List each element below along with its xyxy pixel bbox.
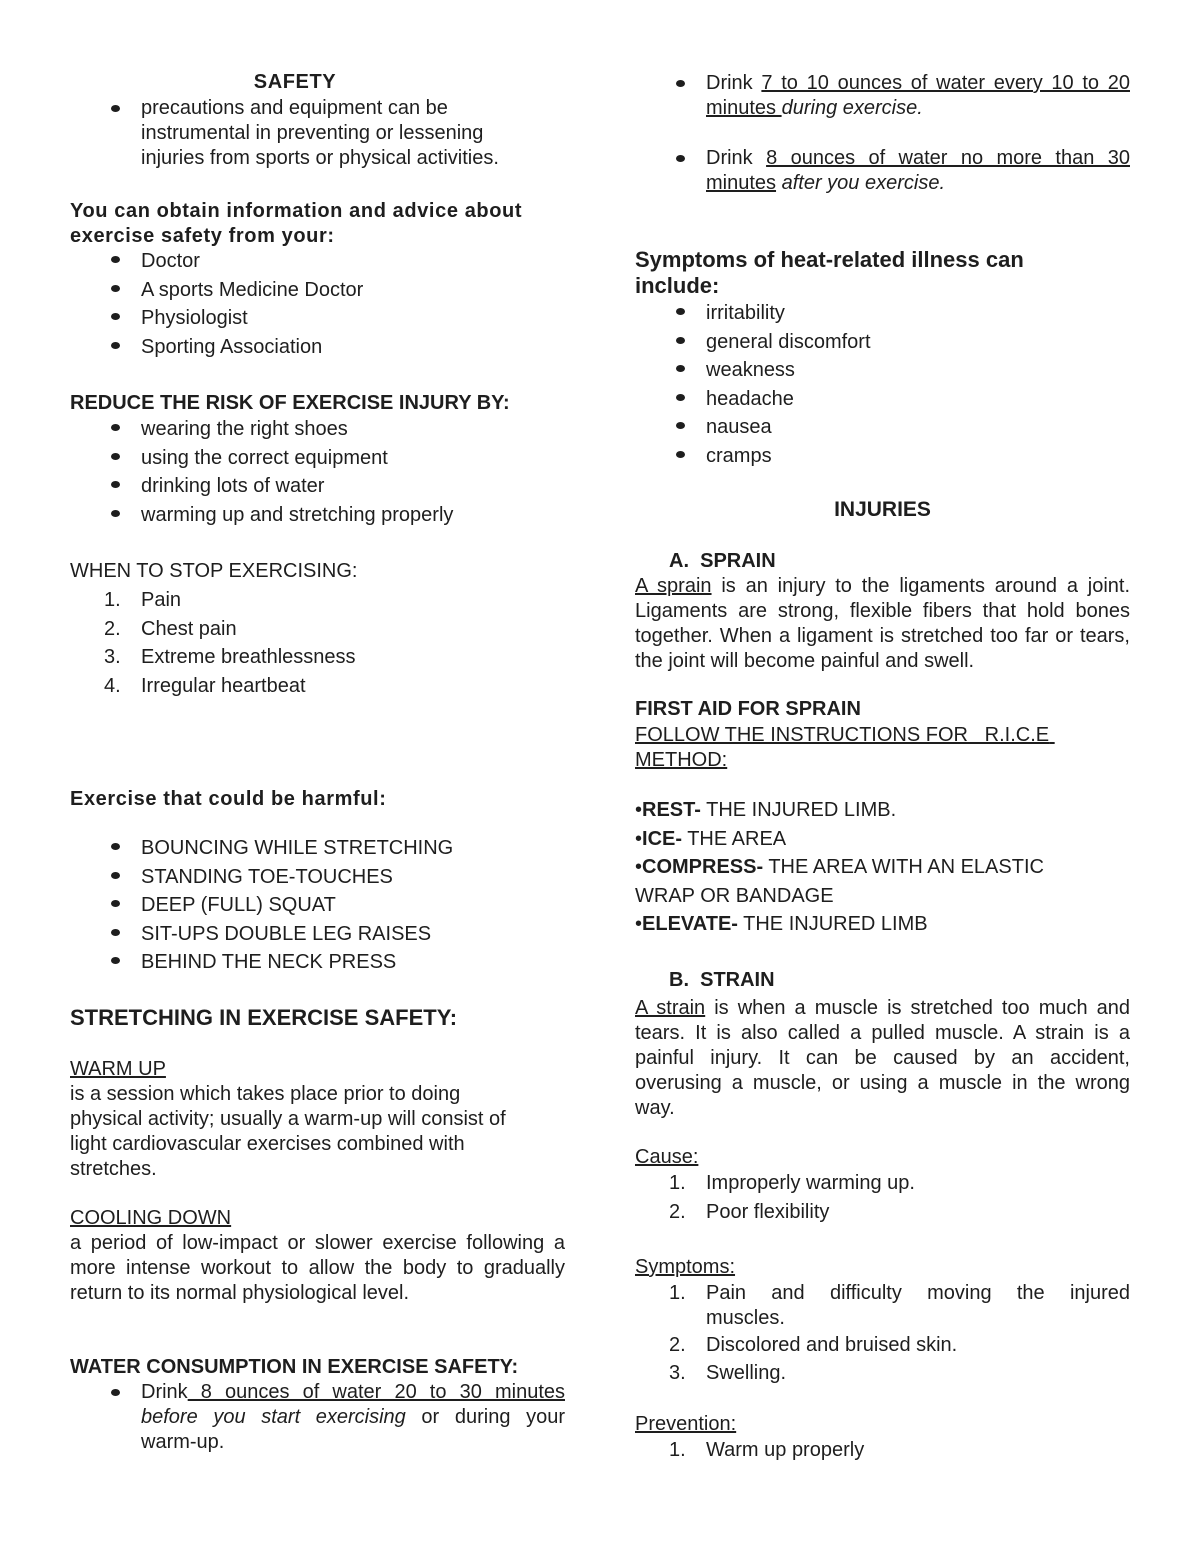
list-item: 2. Chest pain	[104, 617, 237, 640]
list-item: 1. Pain and difficulty moving the injured muscles.	[669, 1282, 1130, 1329]
water-item-during: Drink 7 to 10 ounces of water every 10 to 20 minutes during exercise.	[635, 71, 1130, 121]
stop-heading: WHEN TO STOP EXERCISING:	[70, 560, 358, 582]
water-list-left	[70, 1380, 565, 1455]
cause-title: Cause:	[635, 1146, 699, 1168]
strain-heading: B. STRAIN	[669, 969, 775, 991]
list-item: using the correct equipment	[70, 444, 565, 473]
list-item: 2. Discolored and bruised skin.	[669, 1334, 958, 1356]
list-item: 3. Extreme breathlessness	[104, 646, 356, 668]
sprain-term: A sprain	[635, 575, 712, 597]
harmful-list	[70, 834, 565, 977]
advice-heading: You can obtain information and advice about exercise safety from your:	[70, 200, 523, 247]
water-heading: WATER CONSUMPTION IN EXERCISE SAFETY:	[70, 1356, 519, 1378]
list-item: Sporting Association	[70, 333, 565, 362]
list-item: weakness	[635, 356, 1130, 385]
stop-list	[70, 586, 565, 700]
cause-list	[635, 1169, 1130, 1226]
rice-item: •COMPRESS- THE AREA WITH AN ELASTIC WRAP OR BANDAGE	[635, 856, 1044, 907]
list-item: BEHIND THE NECK PRESS	[70, 948, 565, 977]
safety-list	[70, 96, 565, 171]
warmup-title: WARM UP	[70, 1058, 166, 1080]
water-item-before: Drink 8 ounces of water 20 to 30 minutes before you start exercising or during your warm-up.	[70, 1380, 565, 1455]
strain-desc: A strain is when a muscle is stretched too much and tears. It is also called a pulled muscle. A strain is a painful injury. It can be caused by an accident, overusing a muscle, or using a muscle in the wrong way.	[635, 997, 1131, 1119]
list-item: 1. Improperly warming up.	[669, 1172, 915, 1194]
list-item: SIT-UPS DOUBLE LEG RAISES	[70, 920, 565, 949]
list-item: DEEP (FULL) SQUAT	[70, 891, 565, 920]
safety-desc: precautions and equipment can be instrumental in preventing or lessening injuries from sports or physical activities.	[70, 96, 565, 171]
cooling-desc: a period of low-impact or slower exercise following a more intense workout to allow the body to gradually return to its normal physiological level.	[70, 1232, 565, 1304]
list-item: BOUNCING WHILE STRETCHING	[70, 834, 565, 863]
list-item: 2. Poor flexibility	[669, 1200, 830, 1223]
list-item: irritability	[635, 299, 1130, 328]
list-item: 3. Swelling.	[669, 1362, 787, 1384]
safety-title: SAFETY	[253, 71, 337, 93]
list-item: general discomfort	[635, 328, 1130, 357]
harmful-heading: Exercise that could be harmful:	[70, 788, 387, 810]
prevention-list	[635, 1436, 1130, 1465]
list-item: nausea	[635, 413, 1130, 442]
sprain-heading: A. SPRAIN	[669, 550, 776, 572]
symptoms-title: Symptoms:	[635, 1256, 736, 1278]
list-item: Doctor	[70, 247, 565, 276]
water-list-right	[635, 71, 1130, 121]
heat-heading: Symptoms of heat-related illness can include:	[635, 247, 1024, 298]
warmup-desc: is a session which takes place prior to doing physical activity; usually a warm-up will consist of light cardiovascular exercises combined with stretches.	[70, 1083, 506, 1180]
symptoms-list	[635, 1281, 1130, 1387]
list-item: 1. Warm up properly	[669, 1439, 865, 1461]
sprain-desc: A sprain is an injury to the ligaments around a joint. Ligaments are strong, flexible fibers that hold bones together. When a ligament is stretched too far or tears, the joint will become painful and swell.	[635, 575, 1131, 672]
strain-term: A strain	[635, 997, 706, 1019]
advice-list	[70, 247, 565, 361]
rice-list	[635, 796, 1130, 939]
heat-list	[635, 299, 1130, 470]
rice-item: •ELEVATE- THE INJURED LIMB	[635, 913, 928, 935]
prevention-title: Prevention:	[635, 1413, 737, 1435]
cooling-title: COOLING DOWN	[70, 1207, 232, 1229]
reduce-list	[70, 415, 565, 529]
list-item: A sports Medicine Doctor	[70, 276, 565, 305]
reduce-heading: REDUCE THE RISK OF EXERCISE INJURY BY:	[70, 392, 510, 414]
injuries-title: INJURIES	[834, 498, 931, 521]
list-item: Physiologist	[70, 304, 565, 333]
firstaid-heading: FIRST AID FOR SPRAIN	[635, 698, 861, 720]
list-item: wearing the right shoes	[70, 415, 565, 444]
firstaid-sub: FOLLOW THE INSTRUCTIONS FOR R.I.C.E METHOD:	[635, 724, 1055, 771]
list-item: 1. Pain	[104, 589, 182, 611]
rice-item: •REST- THE INJURED LIMB.	[635, 799, 897, 821]
stretching-heading: STRETCHING IN EXERCISE SAFETY:	[70, 1005, 458, 1030]
list-item: 4. Irregular heartbeat	[104, 674, 306, 697]
list-item: warming up and stretching properly	[70, 501, 565, 530]
list-item: headache	[635, 385, 1130, 414]
list-item: drinking lots of water	[70, 472, 565, 501]
list-item: cramps	[635, 442, 1130, 471]
list-item: STANDING TOE-TOUCHES	[70, 863, 565, 892]
rice-item: •ICE- THE AREA	[635, 827, 787, 850]
water-list-right-2	[635, 146, 1130, 196]
water-item-after: Drink 8 ounces of water no more than 30 minutes after you exercise.	[635, 146, 1130, 196]
